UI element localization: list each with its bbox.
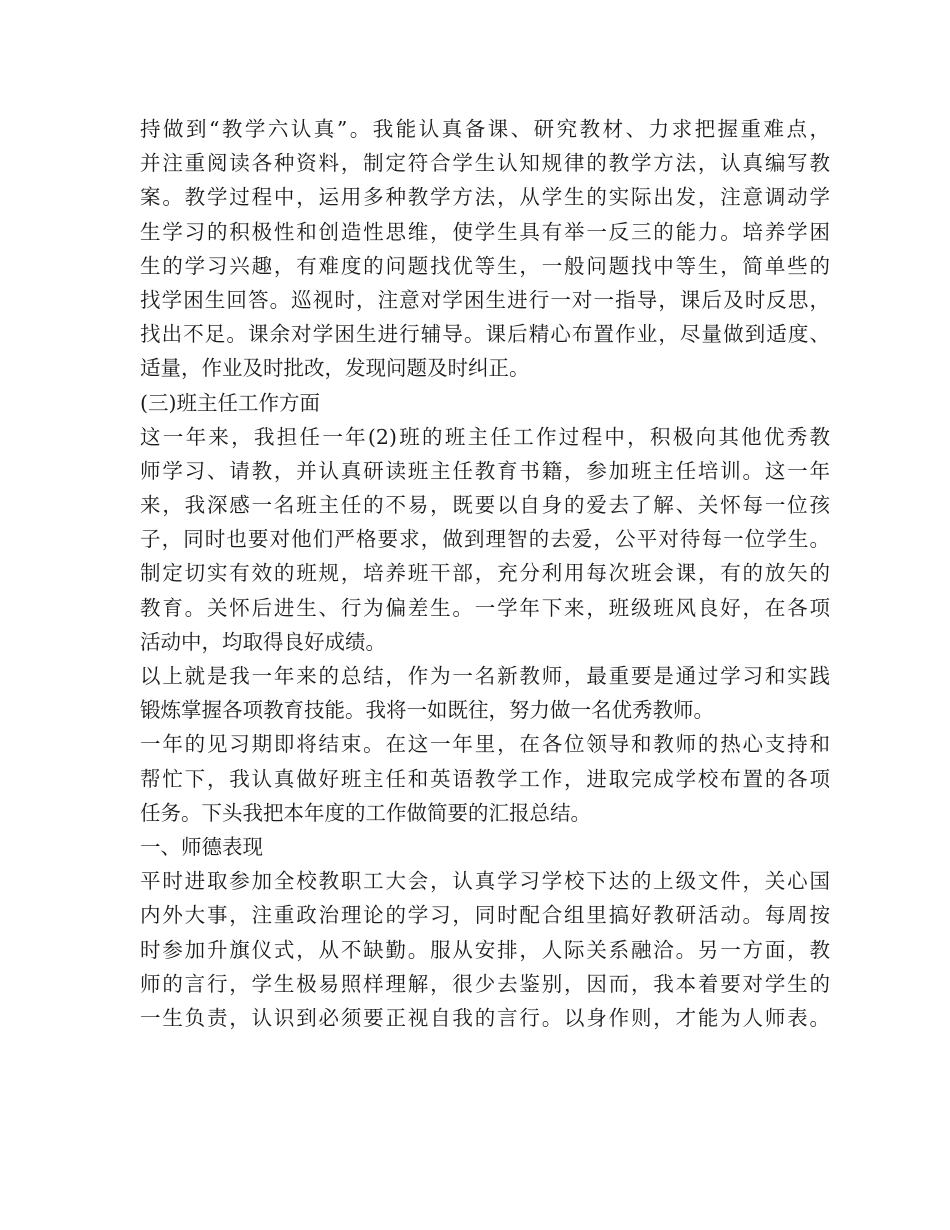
text-line: 时参加升旗仪式，从不缺勤。服从安排，人际关系融洽。另一方面，教: [140, 937, 830, 962]
text-line: 平时进取参加全校教职工大会，认真学习学校下达的上级文件，关心国: [140, 869, 830, 894]
text-line: 一、师德表现: [140, 834, 263, 859]
text-line: 并注重阅读各种资料，制定符合学生认知规律的教学方法，认真编写教: [140, 151, 830, 176]
text-line: 找出不足。课余对学困生进行辅导。课后精心布置作业，尽量做到适度、: [140, 322, 830, 347]
text-line: 来，我深感一名班主任的不易，既要以自身的爱去了解、关怀每一位孩: [140, 493, 830, 518]
text-line: 任务。下头我把本年度的工作做简要的汇报总结。: [140, 800, 591, 825]
text-line: 锻炼掌握各项教育技能。我将一如既往，努力做一名优秀教师。: [140, 698, 714, 723]
text-line: 生学习的积极性和创造性思维，使学生具有举一反三的能力。培养学困: [140, 219, 830, 244]
text-line: 帮忙下，我认真做好班主任和英语教学工作，进取完成学校布置的各项: [140, 766, 830, 791]
text-line: 师的言行，学生极易照样理解，很少去鉴别，因而，我本着要对学生的: [140, 971, 830, 996]
text-line: 师学习、请教，并认真研读班主任教育书籍，参加班主任培训。这一年: [140, 458, 830, 483]
text-line: 子，同时也要对他们严格要求，做到理智的去爱，公平对待每一位学生。: [140, 527, 830, 552]
document-page: [140, 112, 830, 1035]
text-line: 这一年来，我担任一年(2)班的班主任工作过程中，积极向其他优秀教: [140, 424, 830, 449]
text-line: 内外大事，注重政治理论的学习，同时配合组里搞好教研活动。每周按: [140, 903, 830, 928]
text-line: 适量，作业及时批改，发现问题及时纠正。: [140, 356, 530, 381]
text-line: 活动中，均取得良好成绩。: [140, 629, 386, 654]
text-line: 教育。关怀后进生、行为偏差生。一学年下来，班级班风良好，在各项: [140, 595, 830, 620]
text-line: 一生负责，认识到必须要正视自我的言行。以身作则，才能为人师表。: [140, 1005, 830, 1030]
text-line: 找学困生回答。巡视时，注意对学困生进行一对一指导，课后及时反思，: [140, 287, 830, 312]
text-line: (三)班主任工作方面: [140, 390, 320, 415]
text-line: 以上就是我一年来的总结，作为一名新教师，最重要是通过学习和实践: [140, 664, 830, 688]
text-line: 持做到“教学六认真”。我能认真备课、研究教材、力求把握重难点，: [140, 117, 830, 141]
text-line: 一年的见习期即将结束。在这一年里，在各位领导和教师的热心支持和: [140, 732, 830, 757]
text-line: 案。教学过程中，运用多种教学方法，从学生的实际出发，注意调动学: [140, 185, 830, 210]
text-line: 制定切实有效的班规，培养班干部，充分利用每次班会课，有的放矢的: [140, 561, 830, 586]
text-line: 生的学习兴趣，有难度的问题找优等生，一般问题找中等生，简单些的: [140, 253, 830, 278]
